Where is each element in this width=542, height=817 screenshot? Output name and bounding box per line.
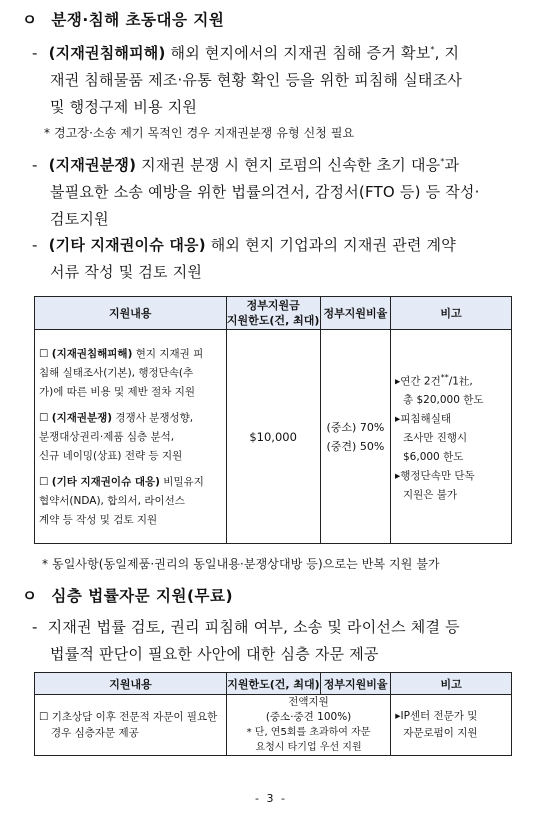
limit-line: 요청시 타기업 우선 지원 [255,742,362,753]
section2-heading [22,584,233,606]
item-text: 검토지원 [50,210,109,228]
remark-line [395,368,507,392]
item-dispute [32,148,532,233]
item-text: 해외 현지에서의 지재권 침해 증거 확보 [165,44,431,62]
section1-heading [22,8,224,30]
item-text: 불필요한 소송 예방을 위한 법률의견서, 감정서(FTO 등) 등 작성· [50,183,480,201]
remark-line: 지원은 불가 [403,489,458,502]
section2-title: 심층 법률자문 지원(무료) [51,587,234,605]
note-warning: * 경고장·소송 제기 목적인 경우 지재권분쟁 유형 신청 필요 [44,126,355,140]
checkbox-icon: ☐ [39,412,49,424]
td-ratio [320,330,390,544]
section-bullet: ㅇ [22,587,38,605]
ratio-mid: (중견) 50% [326,439,385,453]
item-text: 재권 침해물품 제조·유통 현황 확인 등을 위한 피침해 실태조사 [50,71,462,89]
item-label: (지재권분쟁) [48,156,137,174]
list-item [39,473,222,492]
item-text: 해외 현지 기업과의 지재권 관련 계약 [205,236,456,254]
remark-line: ▸피침해실태 [395,413,451,426]
th-limit-line: 정부지원금 [246,299,300,312]
item-infringement [32,36,532,121]
row-text: 현지 지재권 피 [132,348,204,360]
th-ratio: 정부지원비율 [320,673,390,695]
row-text: 분쟁대상권리·제품 심층 분석, [39,431,175,443]
th-limit [226,297,320,330]
item-text: 지재권 법률 검토, 권리 피침해 여부, 소송 및 라이선스 체결 등 [47,618,460,636]
ratio-sme: (중소) 70% [326,420,385,434]
footnote-mark: * [440,157,445,166]
row-text: 신규 네이밍(상표) 전략 등 지원 [39,450,183,462]
th-limit-line: 지원한도(건, 최대) [226,314,320,327]
remark-line: 총 $20,000 한도 [403,394,484,407]
th-remark: 비고 [391,297,512,330]
item-label: (지재권침해피해) [48,44,166,62]
remark-line: ▸IP센터 전문가 및 [395,710,478,722]
th-limit: 지원한도(건, 최대) [226,673,320,695]
content-line: 경우 심층자문 제공 [51,727,139,739]
td-limit-ratio [226,695,390,756]
support-table-2 [34,672,512,756]
th-content: 지원내용 [35,673,227,695]
row-label: (기타 지재권이슈 대응) [51,476,160,488]
row-label: (지재권분쟁) [51,412,113,424]
th-remark: 비고 [391,673,512,695]
td-limit: $10,000 [226,330,320,544]
item-label: (기타 지재권이슈 대응) [48,236,206,254]
item-text: 서류 작성 및 검토 지원 [50,263,203,281]
item-text: 지재권 분쟁 시 현지 로펌의 신속한 초기 대응 [136,156,441,174]
remark-line: $6,000 한도 [403,451,464,464]
footnote-mark: * [430,45,435,54]
row-text: 침해 실태조사(기본), 행정단속(추 [39,367,194,379]
row-text: 가)에 따른 비용 및 제반 절차 지원 [39,386,195,398]
content-line: ☐ 기초상담 이후 전문적 자문이 필요한 [39,711,218,723]
page-number: - 3 - [255,792,287,805]
dash: - [32,618,38,636]
row-text: 비밀유지 [159,476,204,488]
item-text: 및 행정구제 비용 지원 [50,98,198,116]
list-item [39,345,222,364]
td-remark [391,330,512,544]
row-text: 협약서(NDA), 합의서, 라이선스 [39,495,185,507]
checkbox-icon: ☐ [39,476,49,488]
remark-line: 자문로펌이 지원 [403,727,478,739]
dash: - [32,44,38,62]
remark-text: ▸연간 2건 [395,375,441,388]
limit-line: * 단, 연5회를 초과하여 자문 [246,727,371,738]
checkbox-icon: ☐ [39,348,49,360]
section1-title: 분쟁·침해 초동대응 지원 [51,11,225,29]
remark-line: ▸행정단속만 단독 [395,470,475,483]
td-content [35,695,227,756]
limit-line: 전액지원 [288,696,329,708]
row-text: 계약 등 작성 및 검토 지원 [39,514,158,526]
th-content: 지원내용 [35,297,227,330]
support-table-1 [34,296,512,544]
remark-text: /1社, [448,375,473,388]
td-remark [391,695,512,756]
item-text: 과 [444,156,460,174]
row-label: (지재권침해피해) [51,348,133,360]
section-bullet: ㅇ [22,11,38,29]
td-content [35,330,227,544]
item-other-issue [32,232,532,286]
dash: - [32,236,38,254]
dash: - [32,156,38,174]
item-text: , 지 [434,44,460,62]
list-item [39,409,222,428]
item-text: 법률적 판단이 필요한 사안에 대한 심층 자문 제공 [50,645,379,663]
th-ratio: 정부지원비율 [320,297,390,330]
row-text: 경쟁사 분쟁성향, [112,412,194,424]
limit-line: (중소·중견 100%) [265,711,352,723]
footnote-mark: ** [440,372,449,382]
note-repeat: * 동일사항(동일제품·권리의 동일내용·분쟁상대방 등)으로는 반복 지원 불가 [42,557,440,571]
remark-line: 조사만 진행시 [403,432,468,445]
item-legal-advice [32,614,532,668]
